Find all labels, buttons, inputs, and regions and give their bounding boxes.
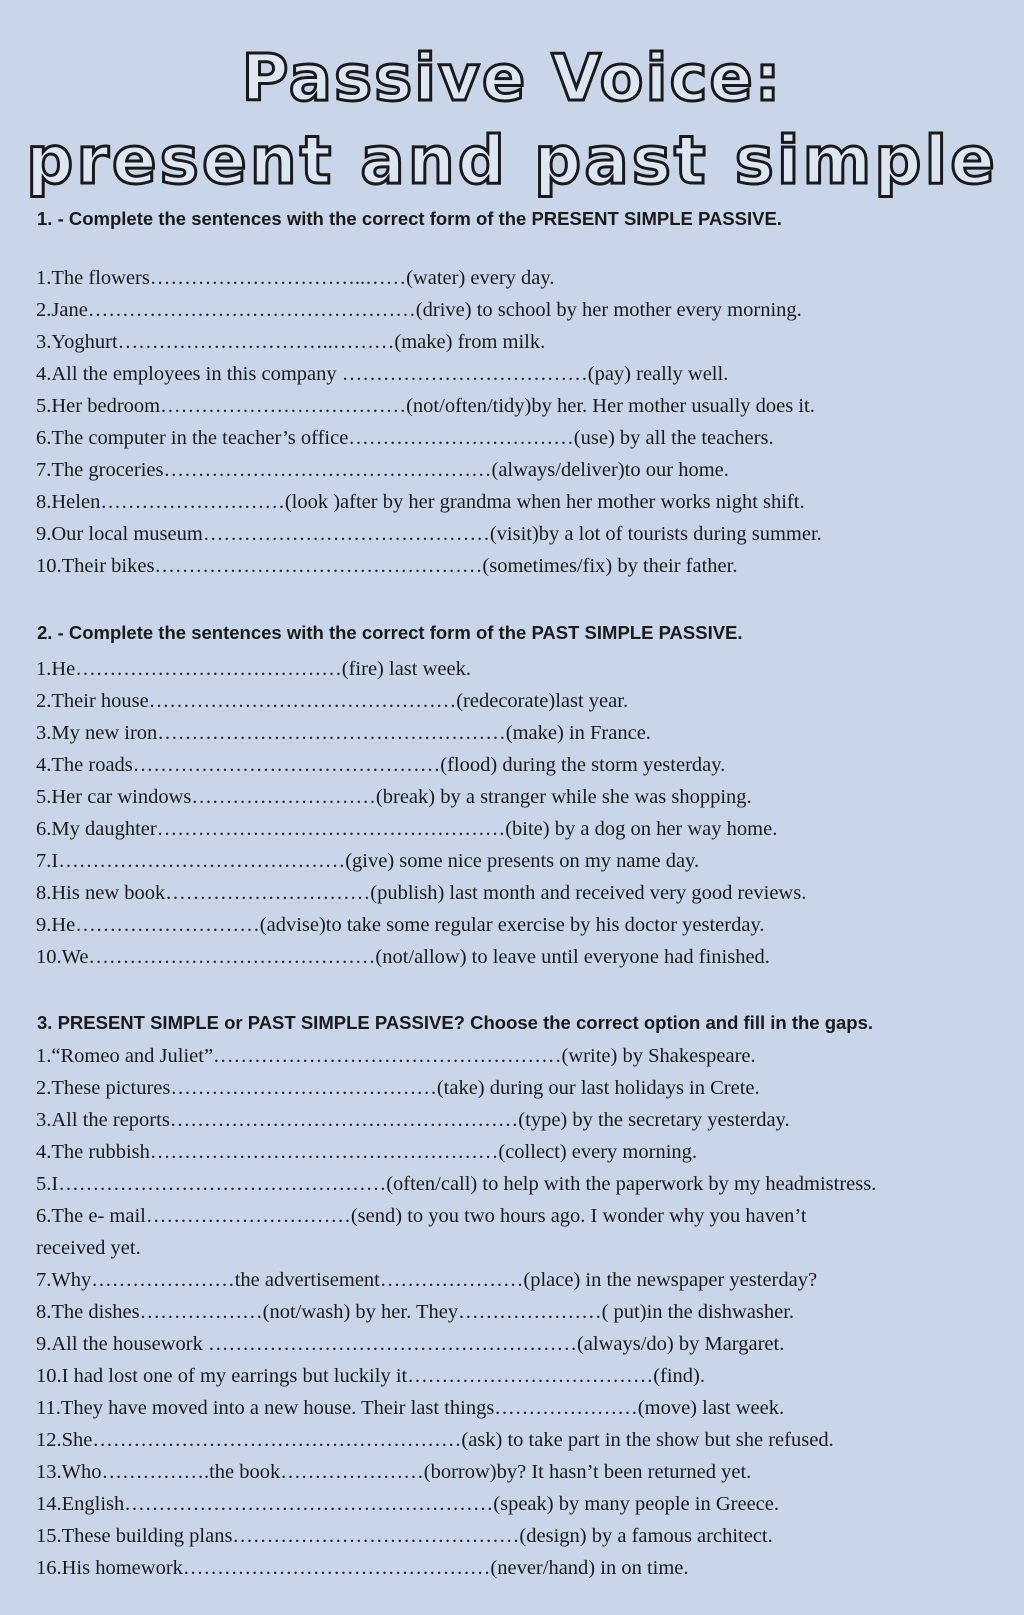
exercise-3-item: 13.Who…………….the book…………………(borrow)by? It hasn’t been returned yet. [36, 1461, 752, 1483]
exercise-2-item: 1.He…………………………………(fire) last week. [36, 658, 471, 680]
exercise-3-item: received yet. [36, 1237, 141, 1259]
exercise-3-item: 7.Why…………………the advertisement…………………(place) in the newspaper yesterday? [36, 1269, 818, 1291]
exercise-3-item: 16.His homework………………………………………(never/hand) in on time. [36, 1557, 689, 1579]
exercise-2-item: 3.My new iron……………………………………………(make) in France. [36, 722, 651, 744]
exercise-2-item: 6.My daughter……………………………………………(bite) by a dog on her way home. [36, 818, 778, 840]
exercise-2-item: 10.We……………………………………(not/allow) to leave until everyone had finished. [36, 946, 770, 968]
exercise-3-list [36, 1040, 1006, 1584]
exercise-3-item: 11.They have moved into a new house. Their last things…………………(move) last week. [36, 1397, 785, 1419]
exercise-3-item: 8.The dishes………………(not/wash) by her. They…………………( put)in the dishwasher. [36, 1301, 795, 1323]
exercise-3-item: 14.English………………………………………………(speak) by many people in Greece. [36, 1493, 780, 1515]
exercise-3-item: 3.All the reports……………………………………………(type) by the secretary yesterday. [36, 1109, 790, 1131]
exercise-3-item: 1.“Romeo and Juliet”……………………………………………(write) by Shakespeare. [36, 1045, 756, 1067]
worksheet-title: Passive Voice: [241, 42, 783, 116]
exercise-2-item: 7.I……………………………………(give) some nice presents on my name day. [36, 850, 700, 872]
worksheet-subtitle: present and past simple [26, 122, 998, 199]
exercise-3-item: 4.The rubbish……………………………………………(collect) every morning. [36, 1141, 698, 1163]
exercise-2-item: 9.He………………………(advise)to take some regular exercise by his doctor yesterday. [36, 914, 765, 936]
exercise-1-item: 5.Her bedroom………………………………(not/often/tidy)by her. Her mother usually does it. [36, 395, 815, 417]
exercise-3-item: 5.I…………………………………………(often/call) to help with the paperwork by my headmistress. [36, 1173, 877, 1195]
exercise-1-item: 2.Jane…………………………………………(drive) to school by her mother every morning. [36, 299, 802, 321]
exercise-1-item: 6.The computer in the teacher’s office……………………………(use) by all the teachers. [36, 427, 774, 449]
exercise-1-item: 1.The flowers…………………………..……(water) every day. [36, 267, 555, 289]
exercise-3-item: 10.I had lost one of my earrings but luckily it………………………………(find). [36, 1365, 706, 1387]
exercise-3-heading: 3. PRESENT SIMPLE or PAST SIMPLE PASSIVE? Choose the correct option and fill in the gaps. [37, 1012, 874, 1033]
exercise-3-item: 12.She………………………………………………(ask) to take part in the show but she refused. [36, 1429, 834, 1451]
exercise-2-item: 5.Her car windows………………………(break) by a stranger while she was shopping. [36, 786, 752, 808]
exercise-3-item: 15.These building plans……………………………………(design) by a famous architect. [36, 1525, 773, 1547]
exercise-2-heading: 2. - Complete the sentences with the correct form of the PAST SIMPLE PASSIVE. [37, 622, 743, 643]
exercise-3-item: 6.The e- mail…………………………(send) to you two hours ago. I wonder why you haven’t [36, 1205, 807, 1227]
exercise-1-item: 10.Their bikes…………………………………………(sometimes/fix) by their father. [36, 555, 738, 577]
exercise-1-heading: 1. - Complete the sentences with the correct form of the PRESENT SIMPLE PASSIVE. [37, 208, 782, 229]
exercise-3-item: 2.These pictures…………………………………(take) during our last holidays in Crete. [36, 1077, 760, 1099]
exercise-2-item: 8.His new book…………………………(publish) last month and received very good reviews. [36, 882, 807, 904]
exercise-1-item: 9.Our local museum……………………………………(visit)by a lot of tourists during summer. [36, 523, 822, 545]
exercise-2-item: 4.The roads………………………………………(flood) during the storm yesterday. [36, 754, 726, 776]
exercise-1-item: 3.Yoghurt…………………………..………(make) from milk. [36, 331, 546, 353]
exercise-2-list [36, 653, 1006, 973]
exercise-2-item: 2.Their house………………………………………(redecorate)last year. [36, 690, 629, 712]
exercise-1-item: 8.Helen………………………(look )after by her grandma when her mother works night shift. [36, 491, 805, 513]
exercise-1-list [36, 262, 1006, 582]
exercise-3-item: 9.All the housework ………………………………………………(always/do) by Margaret. [36, 1333, 785, 1355]
exercise-1-item: 7.The groceries…………………………………………(always/deliver)to our home. [36, 459, 729, 481]
exercise-1-item: 4.All the employees in this company ………………………………(pay) really well. [36, 363, 729, 385]
